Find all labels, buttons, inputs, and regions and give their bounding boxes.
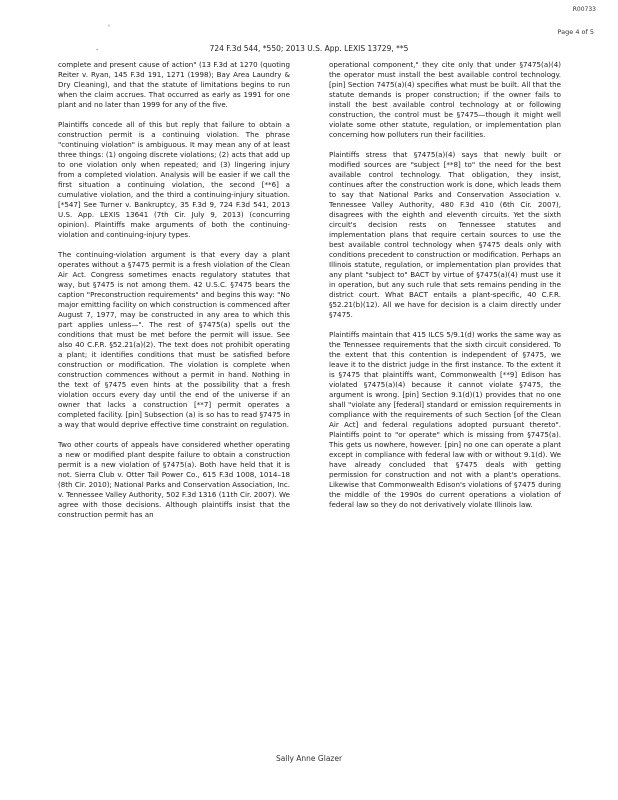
bates-stamp: R00733	[572, 6, 596, 13]
paragraph: operational component," they cite only that under §7475(a)(4) the operator must install the best available control technology. [pin] Section 7475(a)(4) specifies what must be built. All that the statute demands is proper construction; if the owner fails to install the best available control technology at or following construction, the control must be §7475—though it might well violate some other statute, regulation, or implementation plan concerning how polluters run their facilities.	[329, 60, 561, 139]
paragraph: Plaintiffs maintain that 415 ILCS 5/9.1(d) works the same way as the Tennessee requirements that the sixth circuit considered. To the extent that this contention is independent of §7475, we leave it to the district judge in the first instance. To the extent it is §7475 that plaintiffs want, Commonwealth [**9] Edison has violated §7475(a)(4) because it cannot violate §7475, the argument is wrong. [pin] Section 9.1(d)(1) provides that no one shall "violate any [federal] standard or emission requirements in compliance with the requirements of such Section [of the Clean Air Act] and federal regulations adopted pursuant thereto". Plaintiffs point to "or operate" which is missing from §7475(a). This gets us nowhere, however. [pin] no one can operate a plant except in compliance with federal law with or without 9.1(d). We have already concluded that §7475 deals with getting permission for construction and not with a plant's operations. Likewise that Commonwealth Edison's violations of §7475 during the middle of the 1990s do current operations a violation of federal law so they do not derivatively violate Illinois law.	[329, 330, 561, 509]
page-footer: Sally Anne Glazer	[275, 754, 343, 763]
stray-mark: -	[96, 46, 99, 54]
right-column	[329, 60, 561, 520]
paragraph: Plaintiffs stress that §7475(a)(4) says that newly built or modified sources are "subject [**8] to" the need for the best available control technology. That obligation, they insist, continues after the construction work is done, which leads them to say that National Parks and Conservation Association v. Tennessee Valley Authority, 480 F.3d 410 (6th Cir. 2007), disagrees with the eighth and eleventh circuits. Yet the sixth circuit's decision rests on Tennessee statutes and implementation plans that require certain sources to use the best available control technology when §7475 deals only with conditions precedent to construction or modification. Perhaps an Illinois statute, regulation, or implementation plan provides that any plant "subject to" BACT by virtue of §7475(a)(4) must use it in operation, but any such rule that sets remains pending in the district court. What BACT entails a plant-specific, 40 C.F.R. §52.21(b)(12). All we have for decision is a claim directly under §7475.	[329, 150, 561, 319]
page-indicator: Page 4 of 5	[557, 28, 594, 36]
paragraph: complete and present cause of action" (13 F.3d at 1270 (quoting Reiter v. Ryan, 145 F.3d 191, 1271 (1998); Bay Area Laundry & Dry Cleaning), and that the statute of limitations begins to run when the claim accrues. That occurred as early as 1991 for one plant and no later than 1999 for any of the five.	[58, 60, 290, 109]
stray-mark: '	[108, 24, 110, 32]
left-column	[58, 60, 290, 530]
paragraph: Plaintiffs concede all of this but reply that failure to obtain a construction permit is a continuing violation. The phrase "continuing violation" is ambiguous. It may mean any of at least three things: (1) ongoing discrete violations; (2) acts that add up to one violation only when repeated; and (3) lingering injury from a completed violation. Analysis will be easier if we call the first situation a continuing violation, the second [**6] a cumulative violation, and the third a continuing-injury situation. [*547] See Turner v. Bankruptcy, 35 F.3d 9, 724 F.3d 541, 2013 U.S. App. LEXIS 13641 (7th Cir. July 9, 2013) (concurring opinion). Plaintiffs make arguments of both the continuing-violation and continuing-injury types.	[58, 120, 290, 239]
citation-header: 724 F.3d 544, *550; 2013 U.S. App. LEXIS 13729, **5	[209, 44, 409, 53]
paragraph: Two other courts of appeals have considered whether operating a new or modified plant despite failure to obtain a construction permit is a new violation of §7475(a). Both have held that it is not. Sierra Club v. Otter Tail Power Co., 615 F.3d 1008, 1014–18 (8th Cir. 2010); National Parks and Conservation Association, Inc. v. Tennessee Valley Authority, 502 F.3d 1316 (11th Cir. 2007). We agree with those decisions. Although plaintiffs insist that the construction permit has an	[58, 440, 291, 519]
paragraph: The continuing-violation argument is that every day a plant operates without a §7475 permit is a fresh violation of the Clean Air Act. Congress sometimes enacts regulatory statutes that way, but §7475 is not among them. 42 U.S.C. §7475 bears the caption "Preconstruction requirements" and begins this way: "No major emitting facility on which construction is commenced after August 7, 1977, may be constructed in any area to which this part applies unless—". The rest of §7475(a) spells out the conditions that must be met before the permit will issue. See also 40 C.F.R. §52.21(a)(2). The text does not prohibit operating a plant; it identifies conditions that must be satisfied before construction or modification. The violation is complete when construction commences without a permit in hand. Nothing in the text of §7475 even hints at the possibility that a fresh violation occurs every day until the end of the universe if an owner that lacks a construction [**7] permit operates a completed facility. [pin] Subsection (a) is so has to read §7475 in a way that would deprive effective time constraint on regulation.	[58, 250, 290, 429]
